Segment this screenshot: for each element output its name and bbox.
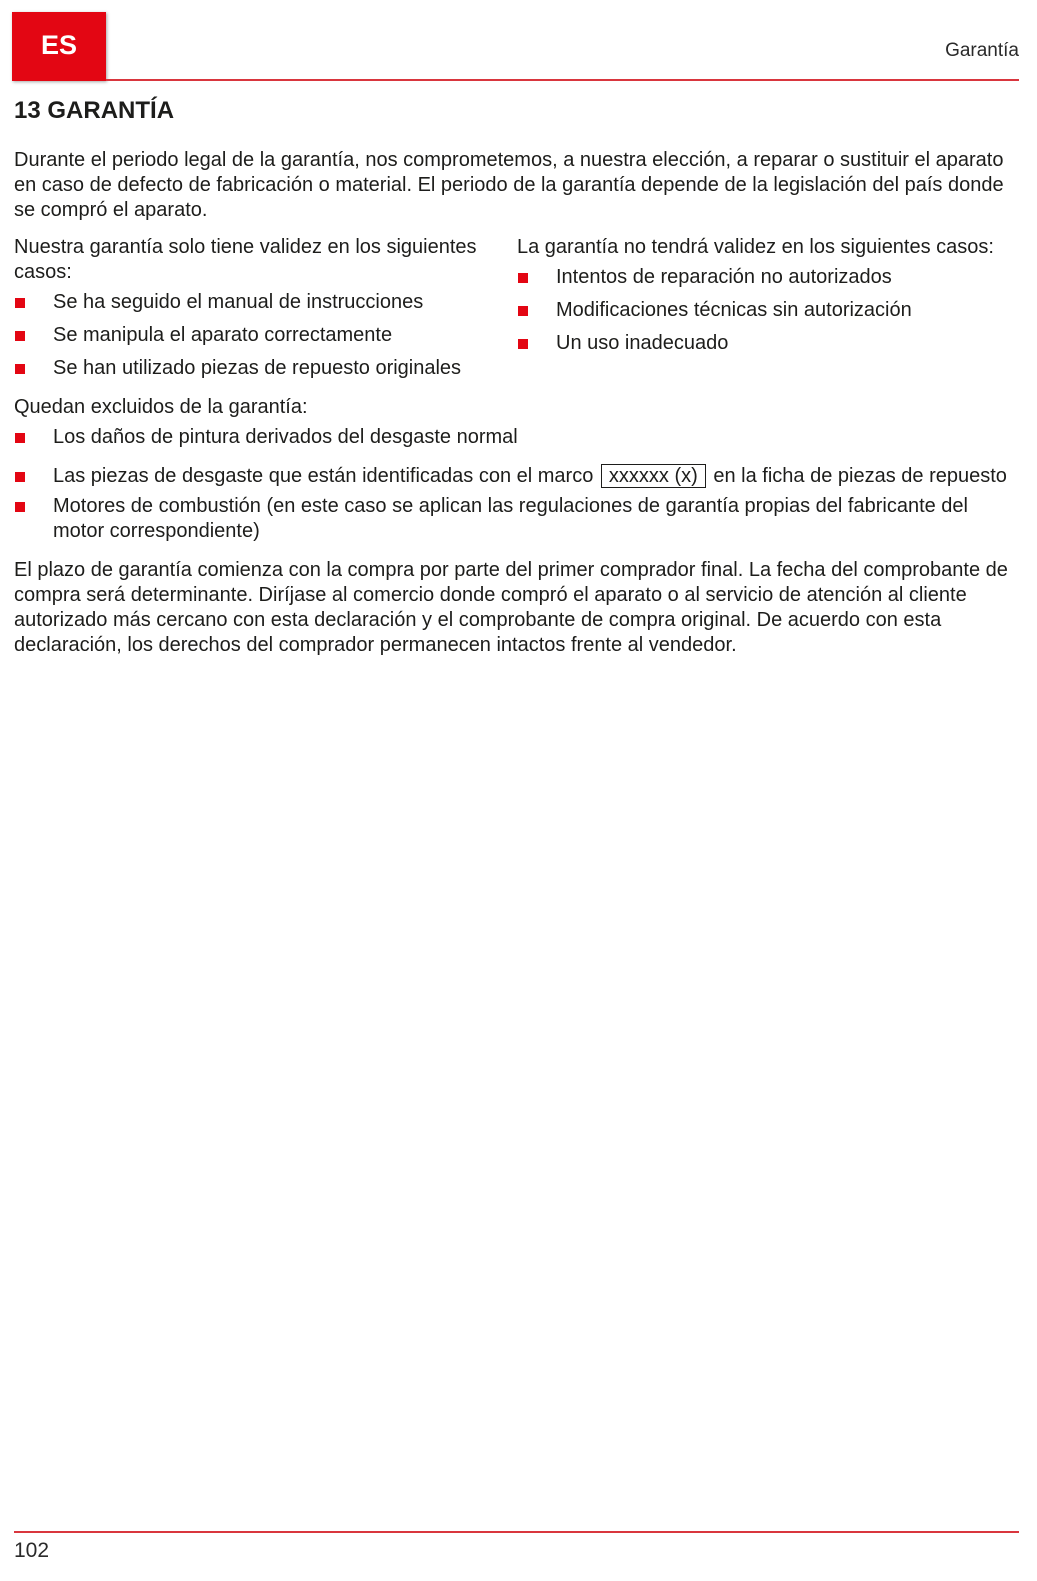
- list-item: Se ha seguido el manual de instrucciones: [14, 290, 517, 315]
- list-item: Motores de combustión (en este caso se aplican las regulaciones de garantía propias del fabricante del motor correspondiente): [14, 494, 1019, 544]
- intro-paragraph: Durante el periodo legal de la garantía, nos comprometemos, a nuestra elección, a reparar o sustituir el aparato en caso de defecto de fabricación o material. El periodo de la garantía depende de la legislación del país donde se compró el aparato.: [14, 149, 1004, 221]
- invalid-cases: [517, 235, 1019, 381]
- wear-part-marker: xxxxxx (x): [601, 464, 706, 488]
- page-number: 102: [14, 1539, 50, 1562]
- footer-divider: [14, 1531, 1019, 1533]
- invalid-cases-intro: La garantía no tendrá validez en los siguientes casos:: [517, 236, 994, 258]
- section-title: Garantía: [945, 40, 1019, 61]
- valid-cases-list: [14, 290, 517, 381]
- language-tab: [12, 12, 106, 81]
- page-heading: 13 GARANTÍA: [14, 97, 175, 124]
- invalid-cases-list: [517, 265, 1019, 356]
- page-content: [14, 96, 1019, 658]
- list-item: Intentos de reparación no autorizados: [517, 265, 1019, 290]
- wear-parts-text-end: en la ficha de piezas de repuesto: [713, 465, 1007, 487]
- valid-cases: [14, 235, 517, 381]
- header-divider: [106, 79, 1019, 81]
- exclusions-list: [14, 425, 1019, 544]
- list-item: Los daños de pintura derivados del desgaste normal: [14, 425, 1019, 450]
- list-item: Se han utilizado piezas de repuesto originales: [14, 356, 517, 381]
- closing-paragraph: El plazo de garantía comienza con la compra por parte del primer comprador final. La fecha del comprobante de compra será determinante. Diríjase al comercio donde compró el aparato o al servicio de atención al cliente autorizado más cercano con esta declaración y el comprobante de compra original. De acuerdo con esta declaración, los derechos del comprador permanecen intactos frente al vendedor.: [14, 559, 1008, 656]
- list-item: Se manipula el aparato correctamente: [14, 323, 517, 348]
- list-item: [14, 464, 1019, 489]
- language-code: ES: [40, 30, 78, 60]
- list-item: Un uso inadecuado: [517, 331, 1019, 356]
- valid-cases-intro: Nuestra garantía solo tiene validez en los siguientes casos:: [14, 236, 477, 283]
- validity-columns: [14, 235, 1019, 381]
- list-item: Modificaciones técnicas sin autorización: [517, 298, 1019, 323]
- exclusions-intro: Quedan excluidos de la garantía:: [14, 396, 308, 418]
- wear-parts-text: Las piezas de desgaste que están identificadas con el marco: [53, 465, 594, 487]
